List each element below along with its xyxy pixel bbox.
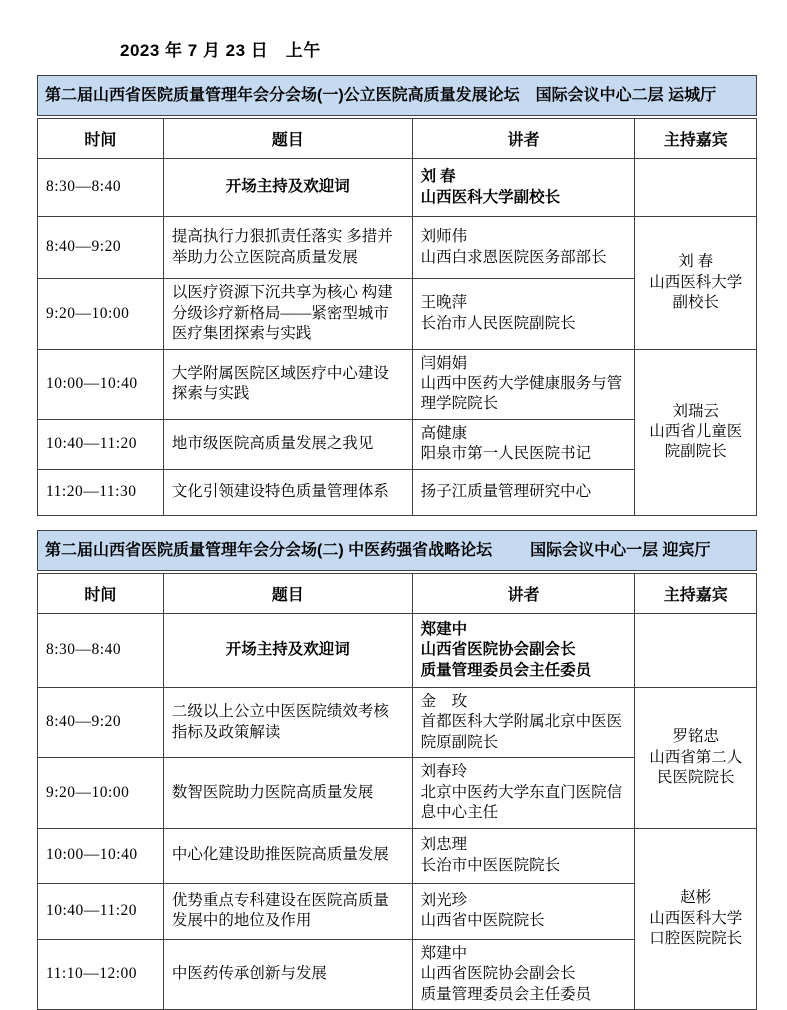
time-cell: 8:30—8:40 [38, 159, 164, 217]
speaker-affiliation: 阳泉市第一人民医院书记 [420, 445, 592, 463]
speaker-affiliation: 山西白求恩医院医务部部长 [420, 248, 607, 266]
schedule-row [38, 688, 757, 758]
schedule-row [38, 159, 757, 217]
speaker-name: 刘光珍 [420, 891, 468, 909]
speaker-cell [412, 614, 635, 688]
speaker-affiliation: 长治市人民医院副院长 [420, 314, 576, 332]
speaker-affiliation: 质量管理委员会主任委员 [420, 661, 592, 679]
time-cell: 9:20—10:00 [38, 758, 164, 828]
time-cell: 10:40—11:20 [38, 419, 164, 469]
column-header-host: 主持嘉宾 [635, 119, 757, 159]
speaker-name: 刘 春 [420, 168, 456, 186]
host-affiliation: 山西医科大学 [649, 909, 743, 927]
host-affiliation: 院副院长 [664, 443, 727, 461]
speaker-affiliation: 山西中医药大学健康服务与管理学院院长 [420, 375, 623, 413]
host-affiliation: 民医院院长 [656, 769, 735, 787]
topic-cell: 中医药传承创新与发展 [163, 939, 412, 1009]
time-cell: 11:20—11:30 [38, 469, 164, 515]
time-cell: 8:40—9:20 [38, 688, 164, 758]
topic-cell: 地市级医院高质量发展之我见 [163, 419, 412, 469]
column-header-topic: 题目 [163, 574, 412, 614]
host-cell [635, 349, 757, 515]
speaker-cell [412, 159, 635, 217]
session-1-header [37, 75, 757, 116]
speaker-name: 王晚萍 [420, 294, 468, 312]
column-header-host: 主持嘉宾 [635, 574, 757, 614]
speaker-name: 金 玫 [420, 693, 468, 710]
topic-cell: 二级以上公立中医医院绩效考核指标及政策解读 [163, 688, 412, 758]
topic-cell: 数智医院助力医院高质量发展 [163, 758, 412, 828]
column-header-time: 时间 [38, 574, 164, 614]
speaker-name: 高健康 [420, 424, 468, 442]
speaker-name: 闫娟娟 [420, 354, 468, 372]
session-1-table [37, 118, 757, 516]
topic-cell: 提高执行力狠抓责任落实 多措并举助力公立医院高质量发展 [163, 217, 412, 279]
host-name: 刘 春 [678, 253, 714, 271]
column-header-speaker: 讲者 [412, 574, 635, 614]
session-2-header [37, 530, 757, 571]
speaker-cell [412, 217, 635, 279]
speaker-affiliation: 扬子江质量管理研究中心 [420, 483, 592, 501]
host-affiliation: 副校长 [672, 294, 719, 312]
date-heading: 2023 年 7 月 23 日 上午 [120, 41, 321, 60]
speaker-cell [412, 828, 635, 883]
topic-cell: 开场主持及欢迎词 [163, 614, 412, 688]
column-header-topic: 题目 [163, 119, 412, 159]
host-cell-empty [635, 159, 757, 217]
host-affiliation: 山西医科大学 [649, 273, 743, 291]
session-2-title: 第二届山西省医院质量管理年会分会场(二) 中医药强省战略论坛 [45, 541, 493, 559]
session-1-venue: 国际会议中心二层 运城厅 [535, 87, 717, 104]
speaker-affiliation: 山西医科大学副校长 [420, 188, 561, 206]
speaker-name: 郑建中 [420, 944, 468, 962]
time-cell: 10:40—11:20 [38, 883, 164, 939]
session-2-table [37, 573, 757, 1010]
speaker-name: 刘春玲 [420, 763, 468, 781]
speaker-cell [412, 939, 635, 1009]
host-name: 罗铭忠 [672, 728, 719, 746]
schedule-row [38, 614, 757, 688]
speaker-cell [412, 469, 635, 515]
host-affiliation: 山西省第二人 [649, 748, 743, 766]
schedule-row [38, 349, 757, 419]
topic-cell: 中心化建设助推医院高质量发展 [163, 828, 412, 883]
speaker-cell [412, 883, 635, 939]
speaker-name: 郑建中 [420, 620, 468, 638]
speaker-cell [412, 758, 635, 828]
time-cell: 11:10—12:00 [38, 939, 164, 1009]
column-header-row [38, 119, 757, 159]
host-affiliation: 山西省儿童医 [649, 422, 743, 440]
time-cell: 8:40—9:20 [38, 217, 164, 279]
column-header-row [38, 574, 757, 614]
speaker-cell [412, 688, 635, 758]
topic-cell: 优势重点专科建设在医院高质量发展中的地位及作用 [163, 883, 412, 939]
column-header-time: 时间 [38, 119, 164, 159]
session-2-venue: 国际会议中心一层 迎宾厅 [530, 541, 711, 559]
speaker-affiliation: 长治市中医医院院长 [420, 856, 561, 874]
topic-cell: 以医疗资源下沉共享为核心 构建分级诊疗新格局——紧密型城市医疗集团探索与实践 [163, 279, 412, 349]
speaker-affiliation: 质量管理委员会主任委员 [420, 985, 592, 1003]
speaker-name: 刘忠理 [420, 836, 468, 854]
topic-cell: 文化引领建设特色质量管理体系 [163, 469, 412, 515]
time-cell: 10:00—10:40 [38, 828, 164, 883]
host-cell [635, 688, 757, 829]
speaker-affiliation: 山西省医院协会副会长 [420, 965, 576, 983]
schedule-row [38, 217, 757, 279]
host-cell [635, 217, 757, 349]
schedule-row [38, 828, 757, 883]
speaker-affiliation: 首都医科大学附属北京中医医院原副院长 [420, 713, 623, 751]
speaker-affiliation: 北京中医药大学东直门医院信息中心主任 [420, 783, 623, 822]
speaker-affiliation: 山西省中医院院长 [420, 912, 545, 930]
column-header-speaker: 讲者 [412, 119, 635, 159]
host-affiliation: 口腔医院院长 [649, 930, 743, 948]
topic-cell: 大学附属医院区域医疗中心建设探索与实践 [163, 349, 412, 419]
speaker-cell [412, 279, 635, 349]
time-cell: 9:20—10:00 [38, 279, 164, 349]
speaker-cell [412, 419, 635, 469]
session-1-title: 第二届山西省医院质量管理年会分会场(一)公立医院高质量发展论坛 [45, 87, 520, 104]
host-cell [635, 828, 757, 1009]
speaker-affiliation: 山西省医院协会副会长 [420, 641, 576, 659]
host-cell-empty [635, 614, 757, 688]
time-cell: 10:00—10:40 [38, 349, 164, 419]
host-name: 赵彬 [680, 889, 712, 907]
topic-cell: 开场主持及欢迎词 [163, 159, 412, 217]
speaker-name: 刘师伟 [420, 228, 468, 246]
host-name: 刘瑞云 [672, 402, 719, 420]
speaker-cell [412, 349, 635, 419]
time-cell: 8:30—8:40 [38, 614, 164, 688]
